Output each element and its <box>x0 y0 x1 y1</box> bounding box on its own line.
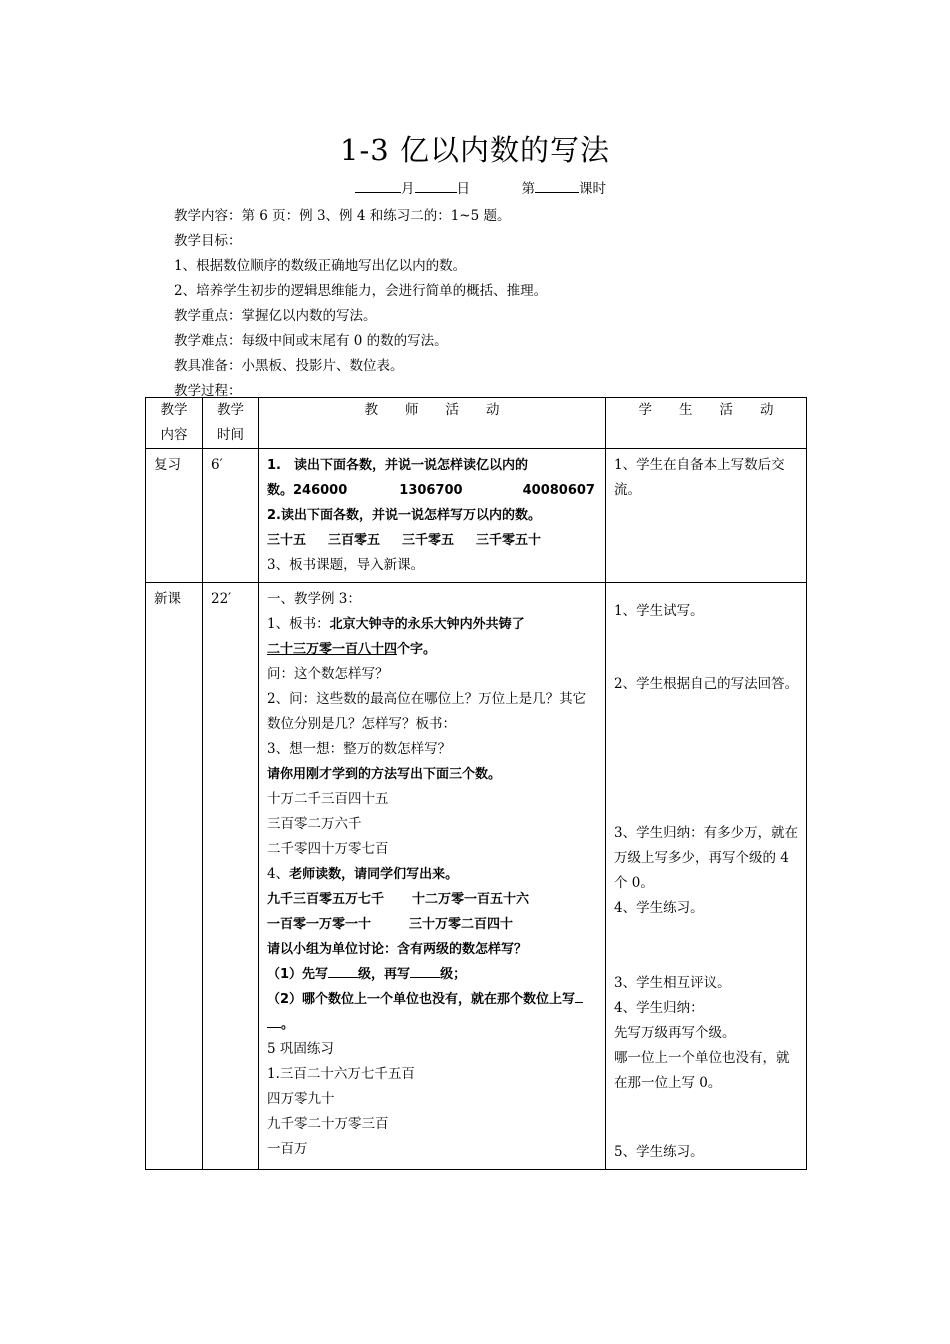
key-point: 教学重点：掌握亿以内数的写法。 <box>174 308 377 324</box>
new-time: 22′ <box>211 591 232 607</box>
new-content: 新课 <box>154 591 181 607</box>
teaching-content: 教学内容：第 6 页：例 3、例 4 和练习二的：1~5 题。 <box>174 208 511 224</box>
header-student-activity: 学 生 活 动 <box>606 398 807 449</box>
review-content: 复习 <box>154 457 181 473</box>
blank-2 <box>410 965 440 978</box>
period-prefix: 第 <box>521 181 535 197</box>
teaching-aids: 教具准备：小黑板、投影片、数位表。 <box>174 358 404 374</box>
new-student-activity: 1、学生试写。 2、学生根据自己的写法回答。 3、学生归纳：有多少万，就在 万级上写多少，再写个级的 4 个 0。 4、学生练习。 3、学生相互评议。 4、学生归纳： 先写万级再写个级。 哪一位上一个单位也没有，就 在那一位上写 0。 5、学生练习。 <box>614 603 799 1160</box>
teaching-goals-heading: 教学目标： <box>174 233 242 249</box>
goal-1: 1、根据数位顺序的数级正确地写出亿以内的数。 <box>174 258 467 274</box>
teaching-process-heading: 教学过程： <box>174 383 242 399</box>
table-row-review <box>146 449 807 583</box>
table-header-row <box>146 398 807 449</box>
day-label: 日 <box>456 181 470 197</box>
review-time: 6′ <box>211 457 223 473</box>
page-title: 1-3 亿以内数的写法 <box>340 133 610 167</box>
table-row-new-lesson <box>146 583 807 1170</box>
blank-1 <box>328 965 358 978</box>
month-blank <box>355 180 401 193</box>
review-student-activity: 1、学生在自备本上写数后交 流。 <box>614 457 785 498</box>
header-content: 教学 内容 <box>146 398 203 449</box>
header-time: 教学 时间 <box>203 398 259 449</box>
review-teacher-activity: 1. 读出下面各数，并说一说怎样读亿以内的 数。246000 1306700 40080607 2.读出下面各数，并说一说怎样写万以内的数。 三十五 三百零五 三千零五 三千零五十 3、板书课题，导入新课。 <box>267 458 595 573</box>
date-line <box>355 177 606 197</box>
header-teacher-activity: 教 师 活 动 <box>259 398 606 449</box>
day-blank <box>415 180 457 193</box>
month-label: 月 <box>401 181 415 197</box>
period-blank <box>535 180 579 193</box>
goal-2: 2、培养学生初步的逻辑思维能力，会进行简单的概括、推理。 <box>174 283 548 299</box>
difficult-point: 教学难点：每级中间或末尾有 0 的数的写法。 <box>174 333 448 349</box>
lesson-plan-table <box>145 397 807 1170</box>
new-teacher-activity: 一、教学例 3： 1、板书：北京大钟寺的永乐大钟内外共铸了 二十三万零一百八十四个字。 问：这个数怎样写？ 2、问：这些数的最高位在哪位上？万位上是几？其它 数位分别是几？怎样写？板书： 3、想一想：整万的数怎样写？ 请你用刚才学到的方法写出下面三个数。 十万二千三百四十五 三百零二万六千 二千零四十万零七百 4、老师读数，请同学们写出来。 九千三百零五万七千 十二万零一百五十六 一百零一万零一十 三十万零二百四十 请以小组为单位讨论：含有两级的数怎样写？ （1）先写 级，再写 级； （2）哪个数位上一个单位也没有，就在那个数位上写 。 5 巩固练习 1.三百二十六万七千五百 四万零九十 九千零二十万零三百 一百万 <box>267 591 587 1157</box>
period-suffix: 课时 <box>579 181 606 197</box>
blank-3 <box>575 990 583 1003</box>
blank-4 <box>267 1015 281 1028</box>
